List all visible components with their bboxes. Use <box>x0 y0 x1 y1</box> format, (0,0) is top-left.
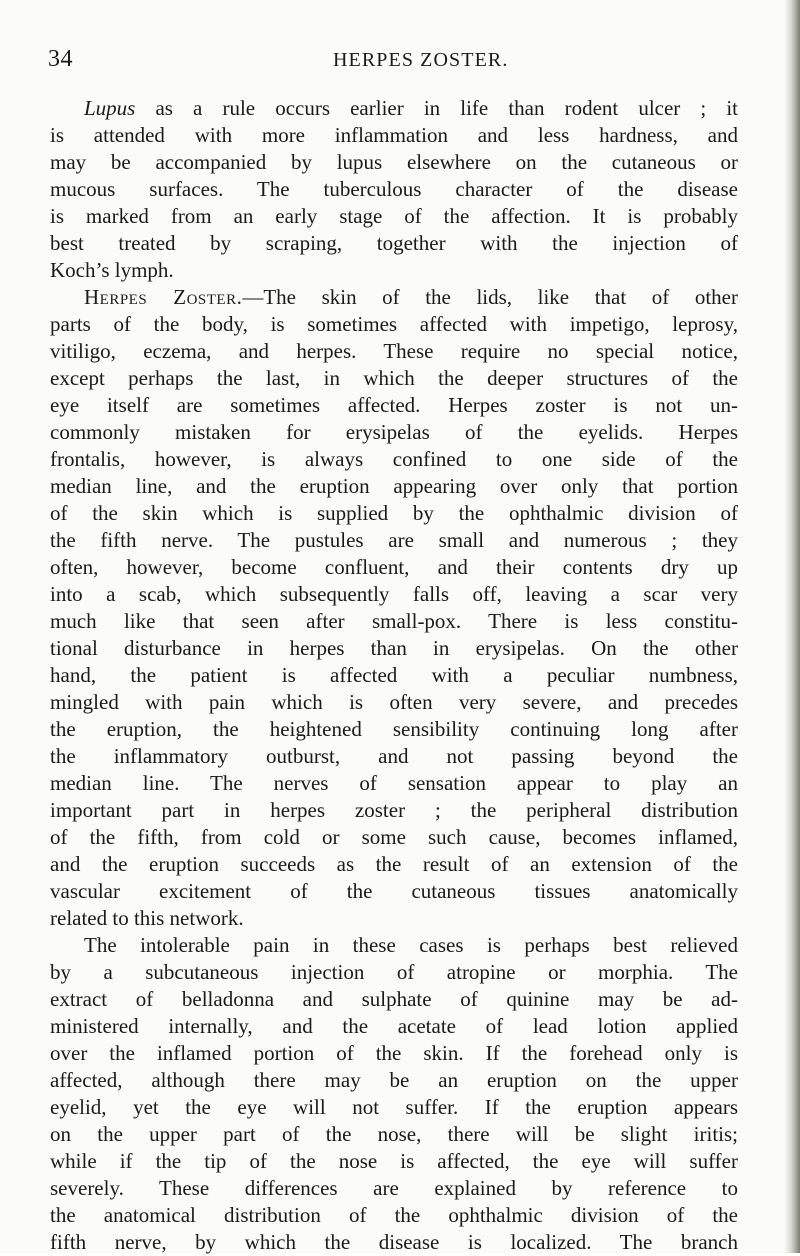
text-line: commonly mistaken for erysipelas of the eyelids. Herpes <box>50 420 738 444</box>
text-line: parts of the body, is sometimes affected with impetigo, leprosy, <box>50 312 738 336</box>
text-line: by a subcutaneous injection of atropine or morphia. The <box>50 960 738 984</box>
text-line: important part in herpes zoster ; the peripheral distribution <box>50 798 738 822</box>
text-line: extract of belladonna and sulphate of quinine may be ad- <box>50 987 738 1011</box>
text-line: much like that seen after small-pox. There is less constitu- <box>50 609 738 633</box>
paragraph-herpes-zoster <box>50 284 738 932</box>
text-line: vascular excitement of the cutaneous tissues anatomically <box>50 879 738 903</box>
text-line: and the eruption succeeds as the result of an extension of the <box>50 852 738 876</box>
page-number: 34 <box>48 46 73 72</box>
text-line: ministered internally, and the acetate of lead lotion applied <box>50 1014 738 1038</box>
body-text <box>50 95 738 1256</box>
text-line: vitiligo, eczema, and herpes. These require no special notice, <box>50 339 738 363</box>
text-line: on the upper part of the nose, there will be slight iritis; <box>50 1122 738 1146</box>
running-head: HERPES ZOSTER. <box>333 49 509 71</box>
text-line: eye itself are sometimes affected. Herpes zoster is not un- <box>50 393 738 417</box>
text-line: median line. The nerves of sensation appear to play an <box>50 771 738 795</box>
text-line: mucous surfaces. The tuberculous character of the disease <box>50 177 738 201</box>
text-line: tional disturbance in herpes than in erysipelas. On the other <box>50 636 738 660</box>
text-line: Lupus as a rule occurs earlier in life than rodent ulcer ; it <box>84 96 738 120</box>
section-heading: Herpes Zoster. <box>84 285 243 309</box>
text-line: fifth nerve, by which the disease is localized. The branch <box>50 1230 738 1254</box>
text-line: except perhaps the last, in which the deeper structures of the <box>50 366 738 390</box>
text-line: related to this network. <box>50 906 244 930</box>
text-line: of the skin which is supplied by the ophthalmic division of <box>50 501 738 525</box>
text-line: may be accompanied by lupus elsewhere on the cutaneous or <box>50 150 738 174</box>
text-line: of the fifth, from cold or some such cause, becomes inflamed, <box>50 825 738 849</box>
text-line: eyelid, yet the eye will not suffer. If the eruption appears <box>50 1095 738 1119</box>
text-line: affected, although there may be an eruption on the upper <box>50 1068 738 1092</box>
text-line: often, however, become confluent, and their contents dry up <box>50 555 738 579</box>
text-line: The intolerable pain in these cases is perhaps best relieved <box>84 933 738 957</box>
text-line: median line, and the eruption appearing over only that portion <box>50 474 738 498</box>
text-line: severely. These differences are explained by reference to <box>50 1176 738 1200</box>
text-line: the inflammatory outburst, and not passing beyond the <box>50 744 738 768</box>
text-line: the fifth nerve. The pustules are small and numerous ; they <box>50 528 738 552</box>
paragraph-lupus <box>50 95 738 284</box>
text-line: frontalis, however, is always confined to one side of the <box>50 447 738 471</box>
text-line: over the inflamed portion of the skin. If the forehead only is <box>50 1041 738 1065</box>
paragraph-treatment <box>50 932 738 1256</box>
text-line: the anatomical distribution of the ophthalmic division of the <box>50 1203 738 1227</box>
text-line: best treated by scraping, together with the injection of <box>50 231 738 255</box>
page-edge-shadow <box>784 0 800 1253</box>
text-line: is marked from an early stage of the affection. It is probably <box>50 204 738 228</box>
text-line: into a scab, which subsequently falls off, leaving a scar very <box>50 582 738 606</box>
text-line: Koch’s lymph. <box>50 258 174 282</box>
text-line: mingled with pain which is often very severe, and precedes <box>50 690 738 714</box>
lupus-term: Lupus <box>84 96 136 120</box>
text-line: is attended with more inflammation and less hardness, and <box>50 123 738 147</box>
text-line: the eruption, the heightened sensibility continuing long after <box>50 717 738 741</box>
text-line: while if the tip of the nose is affected, the eye will suffer <box>50 1149 738 1173</box>
text-line: Herpes Zoster.—The skin of the lids, like that of other <box>84 285 738 309</box>
text-line: hand, the patient is affected with a peculiar numbness, <box>50 663 738 687</box>
